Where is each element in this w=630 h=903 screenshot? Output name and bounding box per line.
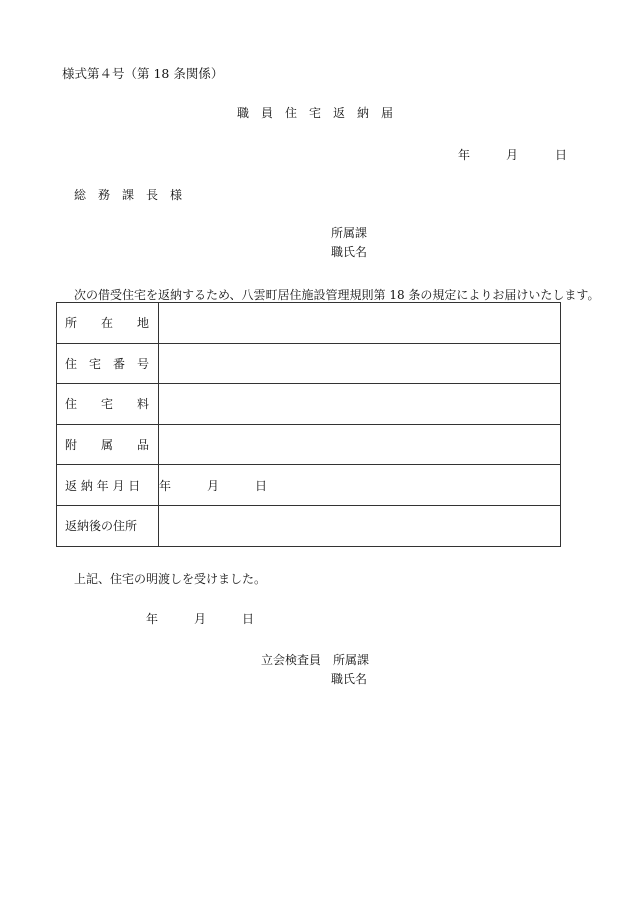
accessories-field[interactable]: [159, 424, 561, 465]
rent-label: 住 宅 料: [57, 384, 159, 425]
handover-text: 上記、住宅の明渡しを受けました。: [74, 572, 267, 586]
table-row: [57, 343, 561, 384]
document-title: 職 員 住 宅 返 納 届: [236, 106, 393, 120]
inspector-department-label: 所属課: [333, 653, 370, 667]
location-field[interactable]: [159, 303, 561, 344]
addressee: 総 務 課 長 様: [74, 188, 183, 202]
rent-field[interactable]: [159, 384, 561, 425]
date-month-label: 月: [207, 478, 220, 493]
handover-date: [146, 610, 254, 627]
form-number: 様式第４号（第 18 条関係）: [62, 66, 224, 81]
location-label: 所 在 地: [57, 303, 159, 344]
submission-date: [458, 146, 567, 163]
table-row: [57, 505, 561, 546]
date-day-label: 日: [255, 478, 268, 493]
address-after-return-field[interactable]: [159, 505, 561, 546]
housing-number-field[interactable]: [159, 343, 561, 384]
date-year-label: 年: [159, 478, 172, 493]
inspector-block: [261, 651, 369, 689]
accessories-label: 附 属 品: [57, 424, 159, 465]
date-year-label: 年: [146, 612, 159, 626]
table-row: [57, 465, 561, 506]
housing-number-label: 住 宅 番 号: [57, 343, 159, 384]
address-after-return-label: 返納後の住所: [57, 505, 159, 546]
applicant-name-label: 職氏名: [331, 245, 368, 259]
date-day-label: 日: [555, 148, 568, 162]
date-month-label: 月: [194, 612, 207, 626]
table-row: [57, 424, 561, 465]
date-month-label: 月: [506, 148, 519, 162]
applicant-block: [331, 224, 367, 262]
return-date-field[interactable]: [159, 465, 561, 506]
date-year-label: 年: [458, 148, 471, 162]
inspector-name-label: 職氏名: [331, 672, 368, 686]
date-day-label: 日: [242, 612, 255, 626]
detail-table: [56, 302, 561, 547]
applicant-department-label: 所属課: [331, 226, 368, 240]
declaration-text: 次の借受住宅を返納するため、八雲町居住施設管理規則第 18 条の規定によりお届けいたします。: [74, 288, 600, 302]
inspector-title: 立会検査員: [261, 653, 322, 667]
table-row: [57, 303, 561, 344]
return-date-label: 返 納 年 月 日: [57, 465, 159, 506]
table-row: [57, 384, 561, 425]
